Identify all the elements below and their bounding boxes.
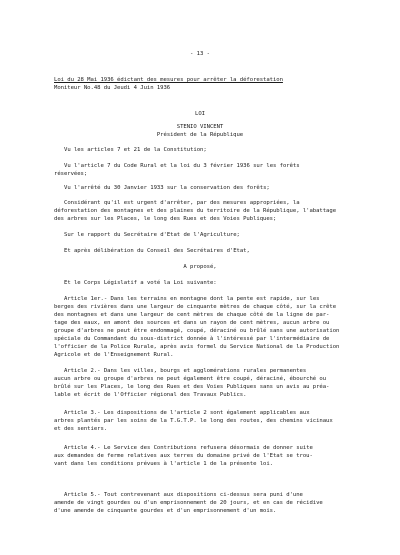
article-2-line-2: aucun arbre ou groupe d'arbres ne peut également être coupé, déraciné, ébourché ou bbox=[54, 376, 327, 382]
page-number: - 13 - bbox=[190, 51, 210, 57]
document-heading: LOI bbox=[195, 111, 205, 117]
article-3-line-2: arbres plantés par les soins de la T.G.T.P. le long des routes, des chemins vicinaux bbox=[54, 418, 333, 424]
enactment-clause: Et le Corps Législatif a voté la Loi suivante: bbox=[64, 280, 217, 286]
article-4-line-1: Article 4.- Le Service des Contributions refusera désormais de donner suite bbox=[64, 445, 313, 451]
article-1-line-7: l'officier de la Police Rurale, après avis formel du Service National de la Production bbox=[54, 344, 340, 350]
article-1-line-1: Article 1er.- Dans les terrains en montagne dont la pente est rapide, sur les bbox=[64, 296, 320, 302]
article-2-line-4: lable et écrit de l'Officier régional des Travaux Publics. bbox=[54, 392, 247, 398]
article-1-line-4: tage des eaux, en amont des sources et dans un rayon de cent mètres, aucun arbre ou bbox=[54, 320, 330, 326]
article-3-line-1: Article 3.- Les dispositions de l'article 2 sont également applicables aux bbox=[64, 410, 310, 416]
visa-deliberation: Et après délibération du Conseil des Secrétaires d'Etat, bbox=[64, 248, 250, 254]
visa-arrete: Vu l'arrêté du 30 Janvier 1933 sur la conservation des forêts; bbox=[64, 185, 270, 191]
president-title: Président de la République bbox=[156, 132, 244, 138]
article-2-line-1: Article 2.- Dans les villes, bourgs et agglomérations rurales permanentes bbox=[64, 368, 307, 374]
visa-code-rural-line-2: réservées; bbox=[54, 171, 88, 177]
article-1-line-2: berges des rivières dans une largeur de cinquante mètres de chaque côté, sur la crête bbox=[54, 304, 337, 310]
visa-constitution: Vu les articles 7 et 21 de la Constitution; bbox=[64, 147, 207, 153]
article-2-line-3: brûlé sur les Places, le long des Rues et des Voies Publiques sans un avis au préa- bbox=[54, 384, 330, 390]
article-5-line-3: d'une amende de cinquante gourdes et d'un emprisonnement d'un mois. bbox=[54, 508, 277, 514]
article-5-line-1: Article 5.- Tout contrevenant aux dispositions ci-dessus sera puni d'une bbox=[64, 492, 303, 498]
article-1-line-3: des montagnes et dans une largeur de cent mètres de chaque côté de la ligne de par- bbox=[54, 312, 330, 318]
president-name: STENIO VINCENT bbox=[176, 124, 224, 130]
article-4-line-2: aux demandes de ferme relatives aux terres du domaine privé de l'Etat se trou- bbox=[54, 453, 313, 459]
article-3-line-3: et des sentiers. bbox=[54, 426, 108, 432]
article-1-line-8: Agricole et de l'Enseignement Rural. bbox=[54, 352, 174, 358]
article-5-line-2: amende de vingt gourdes ou d'un emprisonnement de 20 jours, et en cas de récidive bbox=[54, 500, 323, 506]
law-title: Loi du 28 Mai 1936 édictant des mesures pour arrêter la déforestation bbox=[54, 77, 283, 83]
considerant-line-2: déforestation des montagnes et des plaines du territoire de la République, l'abattage bbox=[54, 208, 337, 214]
publication-reference: Moniteur No.48 du Jeudi 4 Juin 1936 bbox=[54, 85, 171, 91]
visa-code-rural-line-1: Vu l'article 7 du Code Rural et la loi du 3 février 1936 sur les forêts bbox=[64, 163, 300, 169]
considerant-line-3: des arbres sur les Places, le long des Rues et des Voies Publiques; bbox=[54, 216, 277, 222]
article-1-line-6: spéciale du Commandant du sous-district donnée à l'intéressé par l'intermédiaire de bbox=[54, 336, 330, 342]
a-propose: A proposé, bbox=[183, 264, 217, 270]
considerant-line-1: Considérant qu'il est urgent d'arrêter, par des mesures appropriées, la bbox=[64, 200, 300, 206]
article-4-line-3: vant dans les conditions prévues à l'article 1 de la présente loi. bbox=[54, 461, 273, 467]
visa-rapport: Sur le rapport du Secrétaire d'Etat de l'Agriculture; bbox=[64, 232, 240, 238]
article-1-line-5: groupe d'arbres ne peut être endommagé, coupé, déraciné ou brûlé sans une autorisation bbox=[54, 328, 340, 334]
